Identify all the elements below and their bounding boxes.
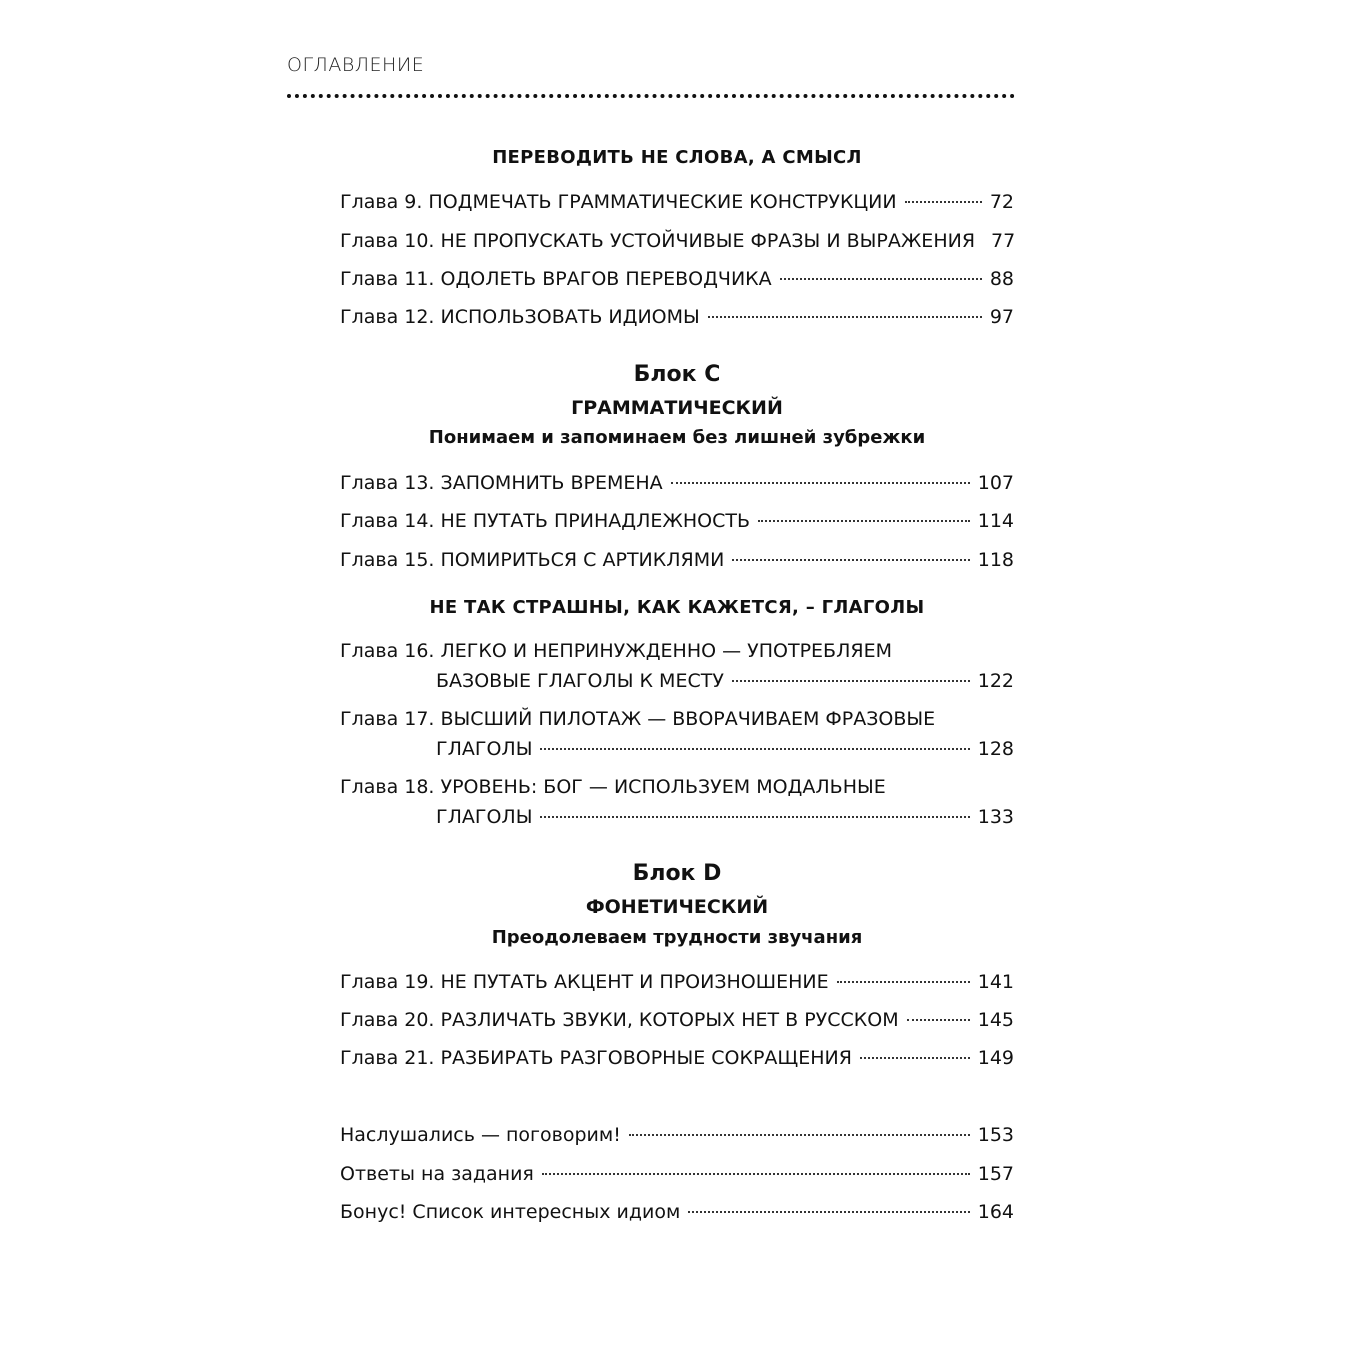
toc-entry-ch19[interactable] [340,967,1014,997]
entry-label: Глава 14. НЕ ПУТАТЬ ПРИНАДЛЕЖНОСТЬ [340,510,750,532]
leader-dots [540,748,969,750]
page-number: 122 [977,670,1014,692]
toc-entry-ch21[interactable] [340,1043,1014,1073]
entry-label: Глава 21. РАЗБИРАТЬ РАЗГОВОРНЫЕ СОКРАЩЕНИЯ [340,1047,852,1069]
entry-label-line1: Глава 18. УРОВЕНЬ: БОГ — ИСПОЛЬЗУЕМ МОДАЛЬНЫЕ [340,776,886,798]
entry-label: Глава 10. НЕ ПРОПУСКАТЬ УСТОЙЧИВЫЕ ФРАЗЫ И ВЫРАЖЕНИЯ [340,230,976,252]
leader-dots [708,316,982,318]
entry-label-line2: БАЗОВЫЕ ГЛАГОЛЫ К МЕСТУ [436,670,724,692]
entry-label: Бонус! Список интересных идиом [340,1201,681,1223]
page-number: 97 [989,306,1014,328]
leader-dots [732,559,969,561]
entry-label: Глава 11. ОДОЛЕТЬ ВРАГОВ ПЕРЕВОДЧИКА [340,268,772,290]
page-number: 72 [989,191,1014,213]
page-number: 145 [977,1009,1014,1031]
leader-dots [629,1134,970,1136]
block-c-description: Понимаем и запоминаем без лишней зубрежки [428,427,926,448]
leader-dots [780,278,982,280]
block-d-title: Блок D [632,861,722,886]
entry-label: Глава 19. НЕ ПУТАТЬ АКЦЕНТ И ПРОИЗНОШЕНИЕ [340,971,829,993]
page-number: 114 [977,510,1014,532]
toc-entry-ch9[interactable] [340,187,1014,217]
toc-entry-answers[interactable] [340,1159,1014,1189]
page-number: 128 [977,738,1014,760]
page-number: 149 [977,1047,1014,1069]
block-d-description: Преодолеваем трудности звучания [491,927,863,948]
leader-dots [540,816,969,818]
page-number: 157 [977,1163,1014,1185]
entry-label: Ответы на задания [340,1163,534,1185]
leader-dots [688,1211,969,1213]
block-d-subtitle: ФОНЕТИЧЕСКИЙ [585,896,769,918]
leader-dots [905,201,982,203]
toc-entry-ch13[interactable] [340,468,1014,498]
page-number: 133 [977,806,1014,828]
entry-label: Глава 20. РАЗЛИЧАТЬ ЗВУКИ, КОТОРЫХ НЕТ В РУССКОМ [340,1009,899,1031]
leader-dots [542,1173,970,1175]
toc-entry-speaking[interactable] [340,1120,1014,1150]
toc-entry-ch18[interactable] [340,772,1014,832]
toc-entry-ch17[interactable] [340,704,1014,764]
leader-dots [732,680,970,682]
entry-label: Наслушались — поговорим! [340,1124,621,1146]
dotted-divider [287,94,1015,98]
section-title-translate: ПЕРЕВОДИТЬ НЕ СЛОВА, А СМЫСЛ [492,147,862,168]
block-c-subtitle: ГРАММАТИЧЕСКИЙ [571,397,783,419]
entry-label: Глава 13. ЗАПОМНИТЬ ВРЕМЕНА [340,472,663,494]
toc-entry-ch11[interactable] [340,264,1014,294]
leader-dots [860,1057,970,1059]
toc-entry-ch16[interactable] [340,636,1014,696]
leader-dots [837,981,970,983]
page-number: 118 [977,549,1014,571]
entry-label-line1: Глава 16. ЛЕГКО И НЕПРИНУЖДЕННО — УПОТРЕБЛЯЕМ [340,640,892,662]
section-title-verbs: НЕ ТАК СТРАШНЫ, КАК КАЖЕТСЯ, – ГЛАГОЛЫ [429,597,925,618]
toc-entry-bonus[interactable] [340,1197,1014,1227]
entry-label-line2: ГЛАГОЛЫ [436,806,533,828]
page-number: 107 [977,472,1014,494]
entry-label: Глава 12. ИСПОЛЬЗОВАТЬ ИДИОМЫ [340,306,700,328]
leader-dots [907,1019,970,1021]
page-number: 88 [989,268,1014,290]
page-number: 164 [977,1201,1014,1223]
toc-entry-ch20[interactable] [340,1005,1014,1035]
toc-entry-ch12[interactable] [340,302,1014,332]
block-c-title: Блок C [633,362,721,387]
page-number: 153 [977,1124,1014,1146]
entry-label: Глава 9. ПОДМЕЧАТЬ ГРАММАТИЧЕСКИЕ КОНСТРУКЦИИ [340,191,897,213]
leader-dots [671,482,970,484]
toc-entry-ch15[interactable] [340,545,1014,575]
page-number: 77 [991,230,1016,252]
entry-label-line2: ГЛАГОЛЫ [436,738,533,760]
toc-entry-ch14[interactable] [340,506,1014,536]
toc-header-title: ОГЛАВЛЕНИЕ [287,54,425,76]
entry-label-line1: Глава 17. ВЫСШИЙ ПИЛОТАЖ — ВВОРАЧИВАЕМ ФРАЗОВЫЕ [340,708,936,730]
entry-label: Глава 15. ПОМИРИТЬСЯ С АРТИКЛЯМИ [340,549,725,571]
page-number: 141 [977,971,1014,993]
leader-dots [758,520,970,522]
toc-entry-ch10[interactable] [340,226,1014,256]
